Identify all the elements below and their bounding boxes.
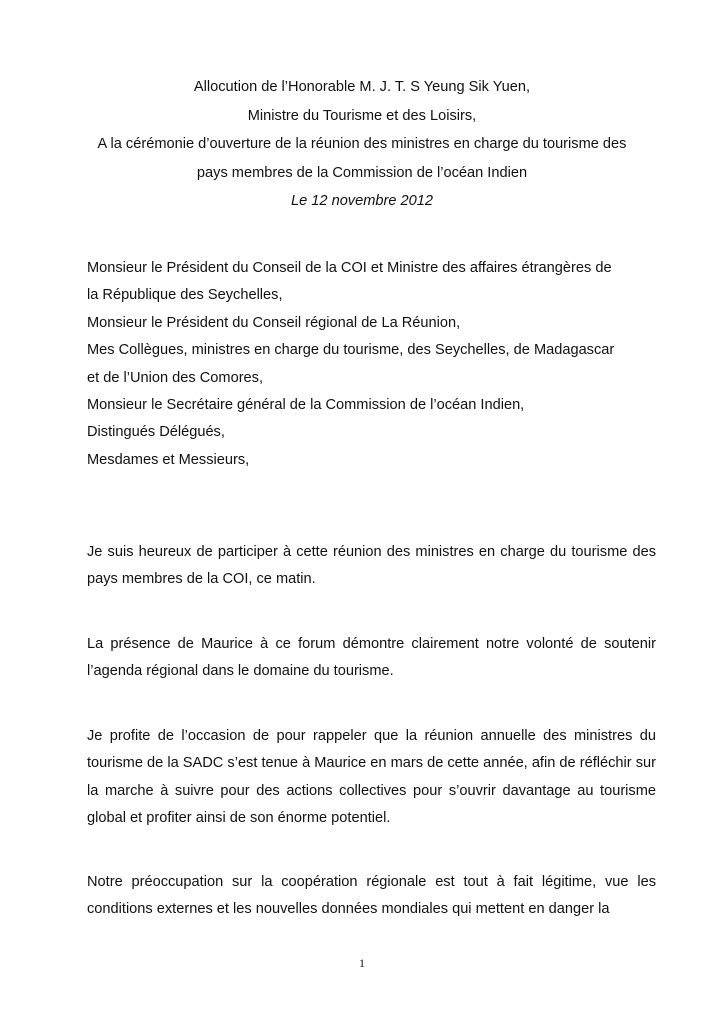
salutation-line: Monsieur le Président du Conseil régional de La Réunion,	[87, 314, 461, 331]
paragraph-2: La présence de Maurice à ce forum démontre clairement notre volonté de soutenir l’agenda régional dans le domaine du tourisme.	[87, 636, 656, 680]
salutation-line: Mes Collègues, ministres en charge du tourisme, des Seychelles, de Madagascar	[87, 342, 615, 359]
salutation-line: Mesdames et Messieurs,	[87, 451, 250, 468]
paragraph-4: Notre préoccupation sur la coopération régionale est tout à fait légitime, vue les conditions externes et les nouvelles données mondiales qui mettent en danger la	[87, 874, 656, 918]
salutations-block	[87, 255, 656, 474]
salutation-line: Monsieur le Secrétaire général de la Commission de l’océan Indien,	[87, 397, 525, 414]
speech-title-line-4: pays membres de la Commission de l’océan Indien	[196, 164, 528, 181]
speech-title-line-2: Ministre du Tourisme et des Loisirs,	[247, 107, 477, 124]
paragraph-1: Je suis heureux de participer à cette réunion des ministres en charge du tourisme des pays membres de la COI, ce matin.	[87, 544, 656, 588]
speech-title-block	[70, 73, 654, 216]
salutation-line: et de l’Union des Comores,	[87, 369, 264, 386]
salutation-line: la République des Seychelles,	[87, 287, 283, 304]
paragraph-3: Je profite de l’occasion de pour rappeler que la réunion annuelle des ministres du tourisme de la SADC s’est tenue à Maurice en mars de cette année, afin de réfléchir sur la marche à suivre pour des actions collectives pour s’ouvrir davantage au tourisme global et profiter ainsi de son énorme potentiel.	[87, 728, 656, 827]
speech-date: Le 12 novembre 2012	[291, 193, 433, 210]
page-number: 1	[359, 956, 365, 970]
speech-title-line-3: A la cérémonie d’ouverture de la réunion des ministres en charge du tourisme des	[97, 136, 627, 153]
salutation-line: Monsieur le Président du Conseil de la COI et Ministre des affaires étrangères de	[87, 260, 612, 276]
speech-title-line-1: Allocution de l’Honorable M. J. T. S Yeung Sik Yuen,	[193, 79, 531, 95]
salutation-line: Distingués Délégués,	[87, 424, 225, 441]
